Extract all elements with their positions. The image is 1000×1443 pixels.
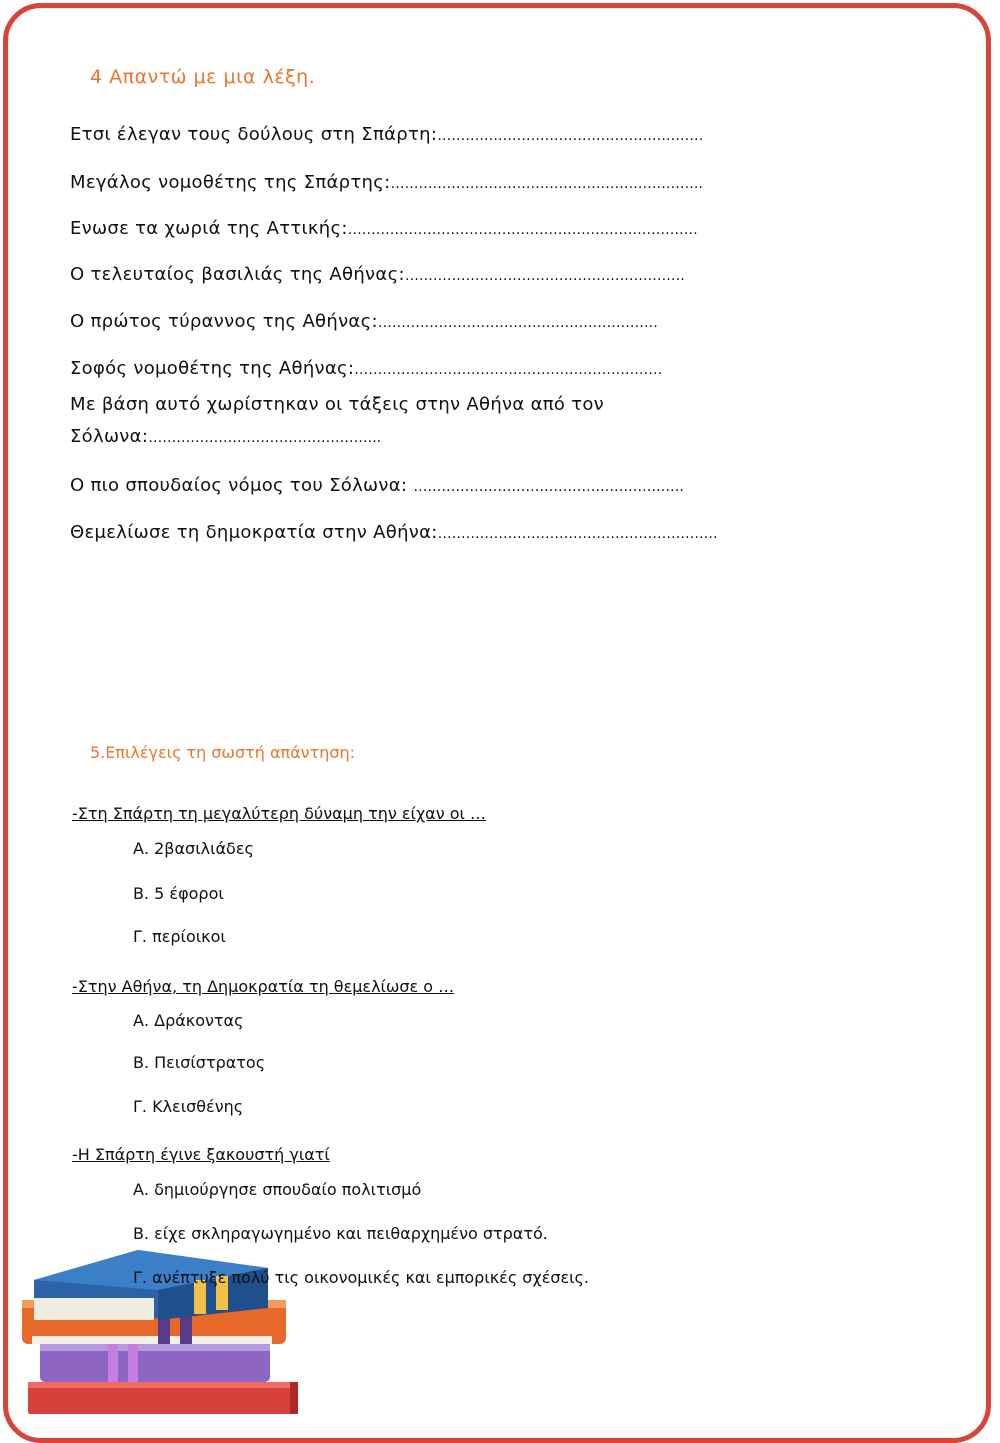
answer-blank[interactable]: ………………………………………………………………… bbox=[347, 222, 698, 238]
question-7-line1: Με βάση αυτό χωρίστηκαν οι τάξεις στην Αθήνα από τον bbox=[70, 394, 605, 415]
answer-blank[interactable]: ………………………………………………… bbox=[437, 128, 704, 144]
answer-blank[interactable]: …………………………………………………… bbox=[437, 526, 718, 542]
answer-blank[interactable]: ………………………………………………………… bbox=[354, 362, 663, 378]
section5-title: 5.Επιλέγεις τη σωστή απάντηση: bbox=[90, 743, 356, 762]
question-4: Ο τελευταίος βασιλιάς της Αθήνας:…………………………………………………… bbox=[70, 264, 685, 285]
question-3: Ενωσε τα χωριά της Αττικής:………………………………………………………………… bbox=[70, 218, 698, 239]
mc-option[interactable]: Β. Πεισίστρατος bbox=[133, 1053, 266, 1072]
mc-question-2: -Στην Αθήνα, τη Δημοκρατία τη θεμελίωσε ο … bbox=[72, 977, 455, 996]
mc-option[interactable]: Β. 5 έφοροι bbox=[133, 884, 224, 903]
answer-blank[interactable]: …………………………………………………… bbox=[377, 315, 658, 331]
mc-option[interactable]: Γ. περίοικοι bbox=[133, 927, 226, 946]
mc-option[interactable]: Α. Δράκοντας bbox=[133, 1011, 244, 1030]
question-5: Ο πρώτος τύραννος της Αθήνας:…………………………………………………… bbox=[70, 311, 658, 332]
mc-question-3: -Η Σπάρτη έγινε ξακουστή γιατί bbox=[72, 1145, 330, 1164]
mc-option[interactable]: Α. δημιούργησε σπουδαίο πολιτισμό bbox=[133, 1180, 422, 1199]
mc-option[interactable]: Γ. ανέπτυξε πολύ τις οικονομικές και εμπορικές σχέσεις. bbox=[133, 1268, 590, 1287]
question-8: Ο πιο σπουδαίος νόμος του Σόλωνα: …………………………………………………. bbox=[70, 475, 684, 496]
answer-blank[interactable]: ………………………………………….. bbox=[148, 430, 382, 446]
answer-blank[interactable]: …………………………………………………… bbox=[404, 268, 685, 284]
question-6: Σοφός νομοθέτης της Αθήνας:………………………………………………………… bbox=[70, 358, 663, 379]
question-1: Ετσι έλεγαν τους δούλους στη Σπάρτη:………………………………………………… bbox=[70, 124, 704, 145]
mc-option[interactable]: Β. είχε σκληραγωγημένο και πειθαρχημένο στρατό. bbox=[133, 1224, 548, 1243]
answer-blank[interactable]: …………………………………………………………. bbox=[390, 176, 703, 192]
mc-question-1: -Στη Σπάρτη τη μεγαλύτερη δύναμη την είχαν οι … bbox=[72, 804, 487, 823]
section4-title: 4 Απαντώ με μια λέξη. bbox=[90, 66, 316, 88]
books-stack-icon bbox=[18, 1240, 308, 1414]
mc-option[interactable]: Γ. Κλεισθένης bbox=[133, 1097, 244, 1116]
question-2: Μεγάλος νομοθέτης της Σπάρτης:…………………………………………………………. bbox=[70, 172, 703, 193]
question-9: Θεμελίωσε τη δημοκρατία στην Αθήνα:…………………………………………………… bbox=[70, 522, 718, 543]
question-7-line2: Σόλωνα:………………………………………….. bbox=[70, 426, 382, 447]
answer-blank[interactable]: …………………………………………………. bbox=[413, 479, 684, 495]
mc-option[interactable]: Α. 2βασιλιάδες bbox=[133, 839, 254, 858]
